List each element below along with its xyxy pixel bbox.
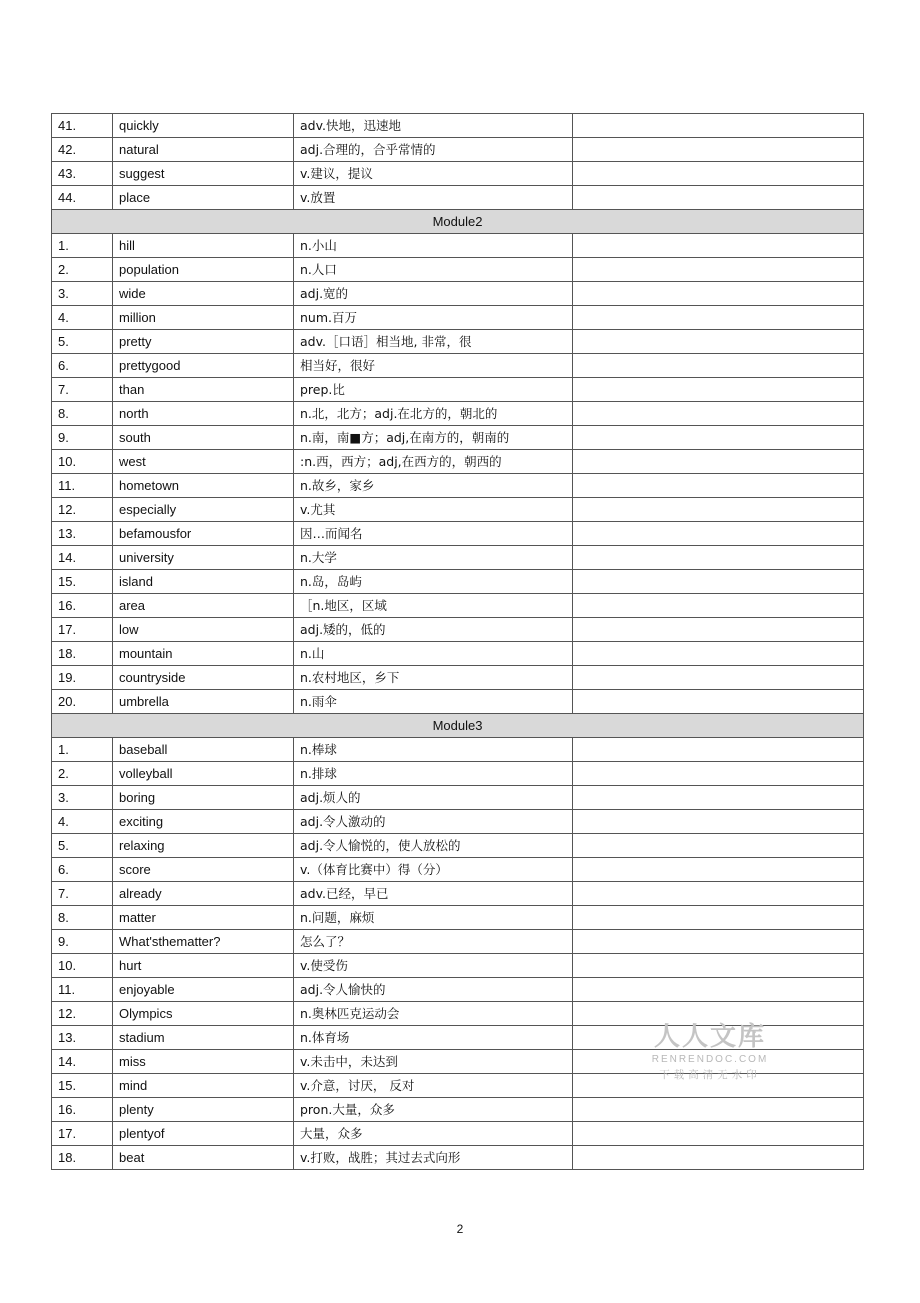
word-cell: countryside — [113, 666, 294, 689]
table-row — [52, 930, 864, 954]
row-number: 8. — [52, 402, 113, 425]
note-cell — [573, 930, 864, 953]
note-cell — [573, 954, 864, 977]
table-row — [52, 114, 864, 138]
word-cell: prettygood — [113, 354, 294, 377]
meaning-cell: v.使受伤 — [294, 954, 573, 977]
meaning-cell: 因…而闻名 — [294, 522, 573, 545]
word-cell: area — [113, 594, 294, 617]
table-row — [52, 306, 864, 330]
meaning-cell: adj.令人愉快的 — [294, 978, 573, 1001]
meaning-cell: prep.比 — [294, 378, 573, 401]
note-cell — [573, 354, 864, 377]
table-row — [52, 1146, 864, 1170]
note-cell — [573, 138, 864, 161]
word-cell: beat — [113, 1146, 294, 1169]
row-number: 11. — [52, 474, 113, 497]
word-cell: university — [113, 546, 294, 569]
word-cell: natural — [113, 138, 294, 161]
note-cell — [573, 642, 864, 665]
meaning-cell: n.故乡，家乡 — [294, 474, 573, 497]
note-cell — [573, 546, 864, 569]
module-header-row — [52, 210, 864, 234]
table-row — [52, 666, 864, 690]
table-row — [52, 690, 864, 714]
row-number: 1. — [52, 234, 113, 257]
table-row — [52, 282, 864, 306]
meaning-cell: n.小山 — [294, 234, 573, 257]
note-cell — [573, 666, 864, 689]
row-number: 41. — [52, 114, 113, 137]
word-cell: umbrella — [113, 690, 294, 713]
meaning-cell: 大量，众多 — [294, 1122, 573, 1145]
table-row — [52, 882, 864, 906]
note-cell — [573, 378, 864, 401]
table-row — [52, 570, 864, 594]
note-cell — [573, 618, 864, 641]
table-row — [52, 858, 864, 882]
row-number: 7. — [52, 378, 113, 401]
note-cell — [573, 330, 864, 353]
table-row — [52, 522, 864, 546]
meaning-cell: n.问题，麻烦 — [294, 906, 573, 929]
row-number: 16. — [52, 594, 113, 617]
table-row — [52, 594, 864, 618]
watermark-title: 人人文库 — [653, 1022, 766, 1052]
word-cell: west — [113, 450, 294, 473]
row-number: 12. — [52, 1002, 113, 1025]
table-row — [52, 426, 864, 450]
table-row — [52, 906, 864, 930]
meaning-cell: n.雨伞 — [294, 690, 573, 713]
meaning-cell: v.介意，讨厌， 反对 — [294, 1074, 573, 1097]
table-row — [52, 162, 864, 186]
meaning-cell: n.北，北方；adj.在北方的，朝北的 — [294, 402, 573, 425]
meaning-cell: pron.大量，众多 — [294, 1098, 573, 1121]
word-cell: mind — [113, 1074, 294, 1097]
row-number: 9. — [52, 426, 113, 449]
word-cell: Olympics — [113, 1002, 294, 1025]
note-cell — [573, 594, 864, 617]
row-number: 44. — [52, 186, 113, 209]
note-cell — [573, 258, 864, 281]
word-cell: score — [113, 858, 294, 881]
meaning-cell: v.打败，战胜；其过去式向形 — [294, 1146, 573, 1169]
meaning-cell: ［n.地区，区域 — [294, 594, 573, 617]
word-cell: than — [113, 378, 294, 401]
note-cell — [573, 570, 864, 593]
table-row — [52, 378, 864, 402]
table-row — [52, 330, 864, 354]
meaning-cell: adv.已经，早已 — [294, 882, 573, 905]
note-cell — [573, 858, 864, 881]
row-number: 12. — [52, 498, 113, 521]
row-number: 7. — [52, 882, 113, 905]
note-cell — [573, 906, 864, 929]
row-number: 17. — [52, 1122, 113, 1145]
table-row — [52, 810, 864, 834]
word-cell: low — [113, 618, 294, 641]
table-row — [52, 498, 864, 522]
note-cell — [573, 450, 864, 473]
note-cell — [573, 282, 864, 305]
row-number: 4. — [52, 810, 113, 833]
meaning-cell: 相当好，很好 — [294, 354, 573, 377]
word-cell: befamousfor — [113, 522, 294, 545]
word-cell: volleyball — [113, 762, 294, 785]
meaning-cell: :n.西，西方；adj,在西方的，朝西的 — [294, 450, 573, 473]
note-cell — [573, 762, 864, 785]
meaning-cell: adj.令人愉悦的，使人放松的 — [294, 834, 573, 857]
word-cell: hill — [113, 234, 294, 257]
word-cell: miss — [113, 1050, 294, 1073]
meaning-cell: num.百万 — [294, 306, 573, 329]
page-number: 2 — [456, 1222, 464, 1236]
table-row — [52, 978, 864, 1002]
vocabulary-table — [51, 113, 864, 1170]
word-cell: already — [113, 882, 294, 905]
note-cell — [573, 522, 864, 545]
row-number: 4. — [52, 306, 113, 329]
row-number: 2. — [52, 762, 113, 785]
note-cell — [573, 498, 864, 521]
meaning-cell: adj.矮的，低的 — [294, 618, 573, 641]
table-row — [52, 450, 864, 474]
row-number: 5. — [52, 834, 113, 857]
word-cell: What'sthematter? — [113, 930, 294, 953]
word-cell: hometown — [113, 474, 294, 497]
table-row — [52, 258, 864, 282]
word-cell: place — [113, 186, 294, 209]
row-number: 18. — [52, 1146, 113, 1169]
table-row — [52, 1098, 864, 1122]
note-cell — [573, 474, 864, 497]
row-number: 3. — [52, 786, 113, 809]
module-title: Module3 — [52, 714, 864, 737]
row-number: 6. — [52, 858, 113, 881]
table-row — [52, 138, 864, 162]
word-cell: especially — [113, 498, 294, 521]
note-cell — [573, 1146, 864, 1169]
word-cell: hurt — [113, 954, 294, 977]
note-cell — [573, 810, 864, 833]
note-cell — [573, 186, 864, 209]
word-cell: baseball — [113, 738, 294, 761]
meaning-cell: n.人口 — [294, 258, 573, 281]
table-row — [52, 1122, 864, 1146]
meaning-cell: v.未击中，未达到 — [294, 1050, 573, 1073]
row-number: 5. — [52, 330, 113, 353]
meaning-cell: 怎么了？ — [294, 930, 573, 953]
note-cell — [573, 690, 864, 713]
table-row — [52, 402, 864, 426]
row-number: 8. — [52, 906, 113, 929]
row-number: 11. — [52, 978, 113, 1001]
row-number: 10. — [52, 954, 113, 977]
note-cell — [573, 162, 864, 185]
note-cell — [573, 402, 864, 425]
word-cell: matter — [113, 906, 294, 929]
table-row — [52, 954, 864, 978]
note-cell — [573, 1098, 864, 1121]
word-cell: boring — [113, 786, 294, 809]
word-cell: population — [113, 258, 294, 281]
row-number: 6. — [52, 354, 113, 377]
table-row — [52, 618, 864, 642]
word-cell: quickly — [113, 114, 294, 137]
row-number: 1. — [52, 738, 113, 761]
module-header-row — [52, 714, 864, 738]
row-number: 20. — [52, 690, 113, 713]
row-number: 14. — [52, 546, 113, 569]
note-cell — [573, 114, 864, 137]
note-cell — [573, 426, 864, 449]
note-cell — [573, 978, 864, 1001]
word-cell: mountain — [113, 642, 294, 665]
word-cell: plentyof — [113, 1122, 294, 1145]
word-cell: north — [113, 402, 294, 425]
watermark — [645, 1016, 775, 1082]
meaning-cell: adj.烦人的 — [294, 786, 573, 809]
meaning-cell: n.岛，岛屿 — [294, 570, 573, 593]
row-number: 16. — [52, 1098, 113, 1121]
row-number: 15. — [52, 570, 113, 593]
meaning-cell: adj.令人激动的 — [294, 810, 573, 833]
word-cell: wide — [113, 282, 294, 305]
row-number: 43. — [52, 162, 113, 185]
row-number: 9. — [52, 930, 113, 953]
table-row — [52, 834, 864, 858]
word-cell: plenty — [113, 1098, 294, 1121]
table-row — [52, 546, 864, 570]
note-cell — [573, 738, 864, 761]
word-cell: stadium — [113, 1026, 294, 1049]
meaning-cell: n.排球 — [294, 762, 573, 785]
note-cell — [573, 786, 864, 809]
module-title: Module2 — [52, 210, 864, 233]
meaning-cell: n.奥林匹克运动会 — [294, 1002, 573, 1025]
meaning-cell: adj.合理的，合乎常情的 — [294, 138, 573, 161]
meaning-cell: adv.［口语］相当地, 非常，很 — [294, 330, 573, 353]
word-cell: enjoyable — [113, 978, 294, 1001]
row-number: 13. — [52, 522, 113, 545]
row-number: 19. — [52, 666, 113, 689]
meaning-cell: n.体育场 — [294, 1026, 573, 1049]
meaning-cell: adv.快地，迅速地 — [294, 114, 573, 137]
note-cell — [573, 306, 864, 329]
row-number: 17. — [52, 618, 113, 641]
watermark-slogan: 下载高清无水印 — [659, 1069, 761, 1081]
meaning-cell: n.山 — [294, 642, 573, 665]
word-cell: relaxing — [113, 834, 294, 857]
table-row — [52, 234, 864, 258]
table-row — [52, 642, 864, 666]
row-number: 14. — [52, 1050, 113, 1073]
row-number: 13. — [52, 1026, 113, 1049]
table-row — [52, 186, 864, 210]
word-cell: island — [113, 570, 294, 593]
meaning-cell: n.大学 — [294, 546, 573, 569]
note-cell — [573, 882, 864, 905]
meaning-cell: v.（体育比赛中）得（分） — [294, 858, 573, 881]
meaning-cell: v.放置 — [294, 186, 573, 209]
row-number: 2. — [52, 258, 113, 281]
watermark-domain: RENRENDOC.COM — [651, 1054, 769, 1065]
meaning-cell: n.南，南■方；adj,在南方的，朝南的 — [294, 426, 573, 449]
table-row — [52, 762, 864, 786]
table-row — [52, 474, 864, 498]
table-row — [52, 786, 864, 810]
row-number: 15. — [52, 1074, 113, 1097]
word-cell: south — [113, 426, 294, 449]
word-cell: suggest — [113, 162, 294, 185]
note-cell — [573, 234, 864, 257]
word-cell: million — [113, 306, 294, 329]
note-cell — [573, 834, 864, 857]
meaning-cell: adj.宽的 — [294, 282, 573, 305]
row-number: 18. — [52, 642, 113, 665]
row-number: 3. — [52, 282, 113, 305]
word-cell: pretty — [113, 330, 294, 353]
table-row — [52, 354, 864, 378]
meaning-cell: n.农村地区，乡下 — [294, 666, 573, 689]
meaning-cell: n.棒球 — [294, 738, 573, 761]
word-cell: exciting — [113, 810, 294, 833]
row-number: 42. — [52, 138, 113, 161]
row-number: 10. — [52, 450, 113, 473]
meaning-cell: v.建议，提议 — [294, 162, 573, 185]
note-cell — [573, 1122, 864, 1145]
meaning-cell: v.尤其 — [294, 498, 573, 521]
table-row — [52, 738, 864, 762]
